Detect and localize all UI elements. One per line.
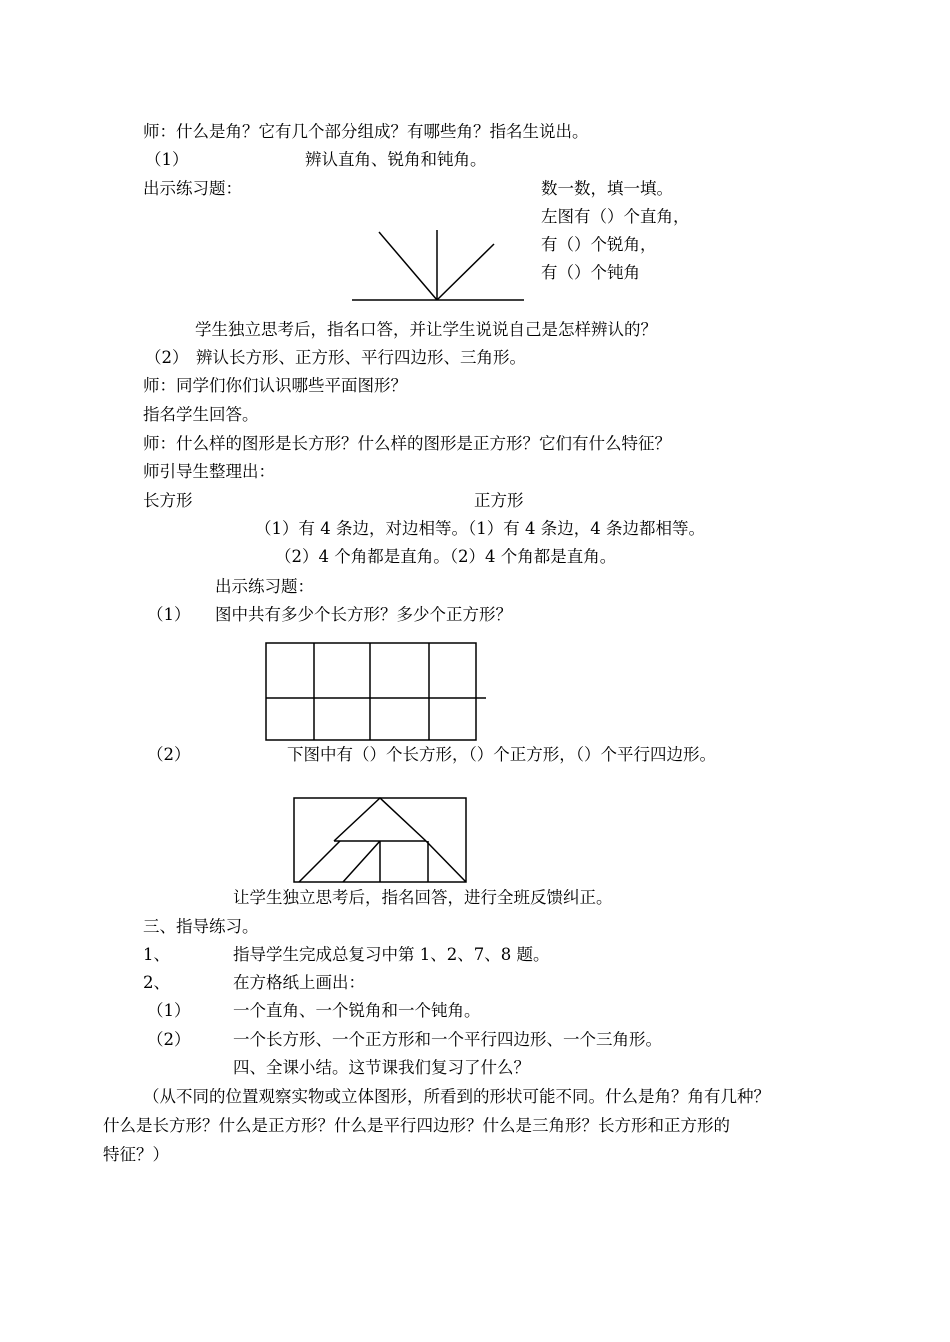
answer-prompt: 指名学生回答。 <box>143 405 259 424</box>
problem-1-number: （1） <box>147 605 191 624</box>
summary-line-3: 特征？） <box>103 1145 169 1164</box>
item-1-number: 1、 <box>143 945 170 964</box>
section-2-title: 辨认长方形、正方形、平行四边形、三角形。 <box>196 348 526 367</box>
section-4-title: 四、全课小结。这节课我们复习了什么？ <box>233 1058 530 1077</box>
think-2: 让学生独立思考后，指名回答，进行全班反馈纠正。 <box>233 888 613 907</box>
item-2-number: 2、 <box>143 973 170 992</box>
guide-line: 师引导生整理出： <box>143 462 275 481</box>
exercise-1-label: 出示练习题： <box>143 179 242 198</box>
rectangle-label: 长方形 <box>143 491 193 510</box>
features-line-1: （1）有 4 条边，对边相等。（1）有 4 条边，4 条边都相等。 <box>255 519 705 538</box>
think-1: 学生独立思考后，指名口答，并让学生说说自己是怎样辨认的？ <box>195 320 657 339</box>
sub-2-number: （2） <box>147 1030 191 1049</box>
line-what-is-angle: 师：什么是角？它有几个部分组成？有哪些角？指名生说出。 <box>143 122 589 141</box>
item-1-text: 指导学生完成总复习中第 1、2、7、8 题。 <box>233 945 550 964</box>
sub-1-number: （1） <box>147 1001 191 1020</box>
exercise-2-label: 出示练习题： <box>215 577 314 596</box>
section-2-number: （2） <box>145 348 189 367</box>
exercise-1-q2: 左图有（）个直角， <box>541 207 690 226</box>
exercise-1-q3: 有（）个锐角， <box>541 235 657 254</box>
sub-2-text: 一个长方形、一个正方形和一个平行四边形、一个三角形。 <box>233 1030 662 1049</box>
problem-2-text: 下图中有（）个长方形，（）个正方形，（）个平行四边形。 <box>287 745 716 764</box>
square-label: 正方形 <box>474 491 524 510</box>
shapes-diagonal-center <box>343 841 380 882</box>
summary-line-1: （从不同的位置观察实物或立体图形，所看到的形状可能不同。什么是角？角有几种？ <box>143 1087 770 1106</box>
item-2-text: 在方格纸上画出： <box>233 973 365 992</box>
shapes-triangle <box>334 798 426 841</box>
features-line-2: （2）4 个角都是直角。（2）4 个角都是直角。 <box>275 547 617 566</box>
exercise-1-q4: 有（）个钝角 <box>541 263 640 282</box>
exercise-1-q1: 数一数，填一填。 <box>541 179 673 198</box>
summary-line-2: 什么是长方形？什么是正方形？什么是平行四边形？什么是三角形？长方形和正方形的 <box>103 1116 730 1135</box>
shapes-diagonal-right <box>426 841 466 882</box>
shapes-diagonal-left <box>299 841 340 882</box>
section-3-title: 三、指导练习。 <box>143 917 259 936</box>
problem-2-number: （2） <box>147 745 191 764</box>
question-features: 师：什么样的图形是长方形？什么样的图形是正方形？它们有什么特征？ <box>143 434 671 453</box>
section-1-title: 辨认直角、锐角和钝角。 <box>305 150 487 169</box>
question-shapes: 师：同学们你们认识哪些平面图形？ <box>143 376 407 395</box>
problem-1-text: 图中共有多少个长方形？多少个正方形？ <box>215 605 512 624</box>
section-1-number: （1） <box>145 150 189 169</box>
sub-1-text: 一个直角、一个锐角和一个钝角。 <box>233 1001 481 1020</box>
